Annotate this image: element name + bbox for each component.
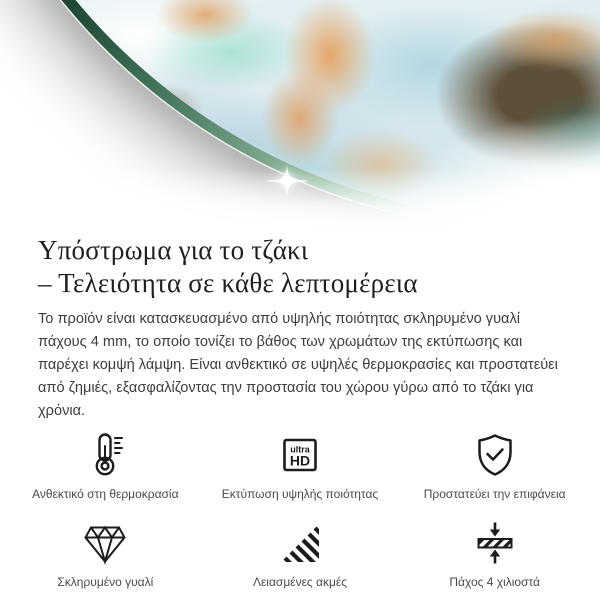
diamond-icon — [81, 519, 129, 567]
feature-icon-box — [276, 517, 324, 567]
feature-ultra-hd-print — [203, 429, 398, 501]
feature-label: Λειασμένες ακμές — [252, 575, 348, 589]
ultra-hd-icon-text-bottom: HD — [289, 452, 311, 469]
feature-polished-edges — [203, 517, 398, 589]
feature-grid — [0, 429, 600, 589]
feature-label: Προστατεύει την επιφάνεια — [423, 487, 566, 501]
shield-check-icon — [471, 431, 519, 479]
feature-thickness — [397, 517, 592, 589]
thermometer-icon — [81, 431, 129, 479]
feature-icon-box — [471, 429, 519, 479]
photo-bottom-fade — [0, 168, 600, 232]
page-title — [38, 234, 562, 300]
feature-surface-protection — [397, 429, 592, 501]
product-description-text: Το προϊόν είναι κατασκευασμένο από υψηλής ποιότητας σκληρυμένο γυαλί πάχους 4 mm, το οποίο τονίζει το βάθος των χρωμάτων της εκτύπωσης και παρέχει κομψή λάμψη. Είναι ανθεκτικό σε υψηλές θερμοκρασίες και προστατεύει από ζημιές, εξασφαλίζοντας την προστασία του χώρου γύρω από το τζάκι για χρόνια. — [38, 311, 558, 419]
ultra-hd-icon — [276, 431, 324, 479]
title-line-2: – Τελειότητα σε κάθε λεπτομέρεια — [38, 268, 418, 298]
feature-heat-resistant — [8, 429, 203, 501]
feature-icon-box — [81, 429, 129, 479]
feature-icon-box — [81, 517, 129, 567]
thickness-icon — [471, 519, 519, 567]
product-photo — [0, 0, 600, 232]
feature-label: Σκληρυμένο γυαλί — [57, 575, 154, 589]
ultra-hd-icon-text-top: ultra — [290, 444, 310, 455]
feature-tempered-glass — [8, 517, 203, 589]
feature-label: Ανθεκτικό στη θερμοκρασία — [32, 487, 179, 501]
feature-label: Εκτύπωση υψηλής ποιότητας — [221, 487, 379, 501]
feature-label: Πάχος 4 χιλιοστά — [449, 575, 540, 589]
polished-edges-icon — [276, 519, 324, 567]
feature-icon-box — [471, 517, 519, 567]
feature-icon-box — [276, 429, 324, 479]
title-line-1: Υπόστρωμα για το τζάκι — [38, 235, 309, 265]
